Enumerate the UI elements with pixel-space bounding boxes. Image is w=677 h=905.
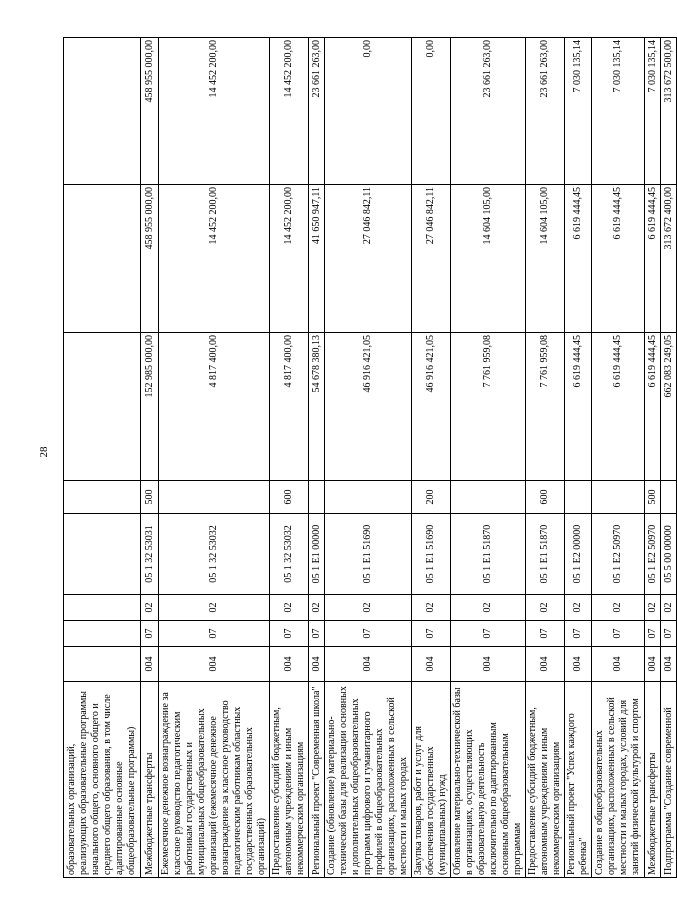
- cell-subsection: 02: [526, 595, 565, 621]
- cell-target-article: [64, 514, 141, 595]
- cell-section: 07: [661, 621, 677, 647]
- cell-section: 07: [159, 621, 270, 647]
- cell-target-article: 05 1 Е1 51870: [451, 514, 526, 595]
- cell-amount-2022: 458 955 000,00: [141, 185, 159, 333]
- cell-amount-2021: 152 985 000,00: [141, 333, 159, 481]
- table-row: [645, 38, 661, 878]
- cell-target-article: 05 1 32 53032: [159, 514, 270, 595]
- cell-amount-2023: 313 672 500,00: [661, 38, 677, 185]
- cell-target-article: 05 1 Е2 50970: [645, 514, 661, 595]
- cell-expense-type: 600: [270, 481, 309, 514]
- row-name: Создание в общеобразовательных организациях, расположенных в сельской местности и малых городах, условий для занятий физической культурой и спортом: [592, 682, 645, 878]
- cell-section: 07: [645, 621, 661, 647]
- cell-subsection: 02: [451, 595, 526, 621]
- table-row: [412, 38, 451, 878]
- cell-subsection: 02: [309, 595, 325, 621]
- cell-amount-2023: 23 661 263,00: [451, 38, 526, 185]
- cell-target-article: 05 5 00 00000: [661, 514, 677, 595]
- cell-subsection: 02: [661, 595, 677, 621]
- cell-subsection: 02: [565, 595, 592, 621]
- cell-subsection: 02: [412, 595, 451, 621]
- cell-amount-2021: 4 817 400,00: [270, 333, 309, 481]
- cell-section: 07: [270, 621, 309, 647]
- cell-amount-2023: 7 030 135,14: [592, 38, 645, 185]
- cell-amount-2023: 0,00: [412, 38, 451, 185]
- table-row: [141, 38, 159, 878]
- cell-section: [64, 621, 141, 647]
- cell-expense-type: [64, 481, 141, 514]
- cell-target-article: 05 1 32 53032: [270, 514, 309, 595]
- cell-expense-type: 500: [141, 481, 159, 514]
- cell-amount-2022: 6 619 444,45: [565, 185, 592, 333]
- cell-amount-2022: 27 046 842,11: [412, 185, 451, 333]
- cell-expense-type: 500: [645, 481, 661, 514]
- cell-ved-code: 004: [645, 647, 661, 682]
- cell-amount-2022: 14 452 200,00: [270, 185, 309, 333]
- cell-amount-2022: 6 619 444,45: [645, 185, 661, 333]
- cell-ved-code: 004: [325, 647, 412, 682]
- cell-target-article: 05 1 Е1 51870: [526, 514, 565, 595]
- cell-subsection: 02: [141, 595, 159, 621]
- cell-expense-type: [451, 481, 526, 514]
- table-row: [592, 38, 645, 878]
- table-row: [270, 38, 309, 878]
- cell-ved-code: 004: [141, 647, 159, 682]
- table-row: [309, 38, 325, 878]
- cell-amount-2021: 4 817 400,00: [159, 333, 270, 481]
- cell-amount-2021: 6 619 444,45: [592, 333, 645, 481]
- cell-section: 07: [141, 621, 159, 647]
- cell-section: 07: [526, 621, 565, 647]
- row-name: Обновление материально-технической базы в организациях, осуществляющих образовательную деятельность исключительно по адаптированным основным общеобразовательным программам: [451, 682, 526, 878]
- cell-expense-type: [565, 481, 592, 514]
- cell-target-article: 05 1 Е1 00000: [309, 514, 325, 595]
- cell-expense-type: 600: [526, 481, 565, 514]
- row-name: Предоставление субсидий бюджетным, автономным учреждениям и иным некоммерческим организациям: [526, 682, 565, 878]
- cell-amount-2023: 7 030 135,14: [645, 38, 661, 185]
- cell-target-article: 05 1 Е1 51690: [325, 514, 412, 595]
- cell-amount-2022: 14 604 105,00: [526, 185, 565, 333]
- cell-ved-code: 004: [451, 647, 526, 682]
- cell-amount-2021: 662 083 249,05: [661, 333, 677, 481]
- cell-amount-2023: 458 955 000,00: [141, 38, 159, 185]
- row-name: Предоставление субсидий бюджетным, автономным учреждениям и иным некоммерческим организациям: [270, 682, 309, 878]
- table-row: [159, 38, 270, 878]
- cell-target-article: 05 1 Е2 50970: [592, 514, 645, 595]
- cell-expense-type: 200: [412, 481, 451, 514]
- cell-subsection: 02: [159, 595, 270, 621]
- table-row: [661, 38, 677, 878]
- cell-subsection: 02: [270, 595, 309, 621]
- cell-amount-2022: 41 650 947,11: [309, 185, 325, 333]
- cell-amount-2022: 27 046 842,11: [325, 185, 412, 333]
- cell-amount-2023: [64, 38, 141, 185]
- row-name: Ежемесячное денежное вознаграждение за классное руководство педагогическим работникам государственных и муниципальных общеобразовательных организаций (ежемесячное денежное вознаграждение за классное руководство педагогическим работникам областных государственных образовательных организаций): [159, 682, 270, 878]
- cell-ved-code: 004: [565, 647, 592, 682]
- cell-amount-2021: 6 619 444,45: [565, 333, 592, 481]
- row-name: Межбюджетные трансферты: [141, 682, 159, 878]
- cell-amount-2022: 14 604 105,00: [451, 185, 526, 333]
- cell-amount-2021: [64, 333, 141, 481]
- cell-amount-2021: 54 678 380,13: [309, 333, 325, 481]
- cell-ved-code: [64, 647, 141, 682]
- table-row: [451, 38, 526, 878]
- cell-ved-code: 004: [159, 647, 270, 682]
- cell-expense-type: [309, 481, 325, 514]
- cell-section: 07: [309, 621, 325, 647]
- cell-ved-code: 004: [309, 647, 325, 682]
- cell-expense-type: [325, 481, 412, 514]
- cell-amount-2022: 14 452 200,00: [159, 185, 270, 333]
- row-name: Подпрограмма "Создание современной: [661, 682, 677, 878]
- cell-subsection: 02: [645, 595, 661, 621]
- cell-amount-2023: 23 661 263,00: [526, 38, 565, 185]
- cell-subsection: 02: [592, 595, 645, 621]
- table-row: [325, 38, 412, 878]
- cell-amount-2021: 7 761 959,08: [526, 333, 565, 481]
- cell-amount-2021: 46 916 421,05: [412, 333, 451, 481]
- cell-amount-2023: 14 452 200,00: [159, 38, 270, 185]
- row-name: образовательных организаций, реализующих образовательные программы начального общего, основного общего и среднего общего образования, в том числе адаптированные основные общеобразовательные программы): [64, 682, 141, 878]
- cell-amount-2023: 14 452 200,00: [270, 38, 309, 185]
- page-number: 28: [38, 446, 50, 458]
- cell-ved-code: 004: [526, 647, 565, 682]
- cell-subsection: [64, 595, 141, 621]
- cell-amount-2023: 7 030 135,14: [565, 38, 592, 185]
- cell-amount-2023: 0,00: [325, 38, 412, 185]
- table-row: [565, 38, 592, 878]
- cell-section: 07: [451, 621, 526, 647]
- cell-ved-code: 004: [661, 647, 677, 682]
- budget-table: [63, 37, 677, 878]
- rotated-page: [63, 38, 674, 878]
- cell-amount-2022: 6 619 444,45: [592, 185, 645, 333]
- row-name: Создание (обновление) материально-технической базы для реализации основных и дополнительных общеобразовательных программ цифрового и гуманитарного профилей в общеобразовательных организациях, расположенных в сельской местности и малых городах: [325, 682, 412, 878]
- cell-ved-code: 004: [592, 647, 645, 682]
- cell-target-article: 05 1 32 53031: [141, 514, 159, 595]
- row-name: Региональный проект "Современная школа": [309, 682, 325, 878]
- cell-expense-type: [159, 481, 270, 514]
- cell-ved-code: 004: [412, 647, 451, 682]
- cell-target-article: 05 1 Е1 51690: [412, 514, 451, 595]
- cell-amount-2022: 313 672 400,00: [661, 185, 677, 333]
- cell-amount-2022: [64, 185, 141, 333]
- cell-ved-code: 004: [270, 647, 309, 682]
- cell-target-article: 05 1 Е2 00000: [565, 514, 592, 595]
- cell-section: 07: [592, 621, 645, 647]
- cell-amount-2023: 23 661 263,00: [309, 38, 325, 185]
- table-row: [64, 38, 141, 878]
- cell-section: 07: [412, 621, 451, 647]
- cell-amount-2021: 7 761 959,08: [451, 333, 526, 481]
- cell-expense-type: [661, 481, 677, 514]
- cell-expense-type: [592, 481, 645, 514]
- cell-section: 07: [325, 621, 412, 647]
- cell-amount-2021: 46 916 421,05: [325, 333, 412, 481]
- row-name: Региональный проект "Успех каждого ребенка": [565, 682, 592, 878]
- row-name: Межбюджетные трансферты: [645, 682, 661, 878]
- table-row: [526, 38, 565, 878]
- cell-amount-2021: 6 619 444,45: [645, 333, 661, 481]
- cell-subsection: 02: [325, 595, 412, 621]
- cell-section: 07: [565, 621, 592, 647]
- row-name: Закупка товаров, работ и услуг для обеспечения государственных (муниципальных) нужд: [412, 682, 451, 878]
